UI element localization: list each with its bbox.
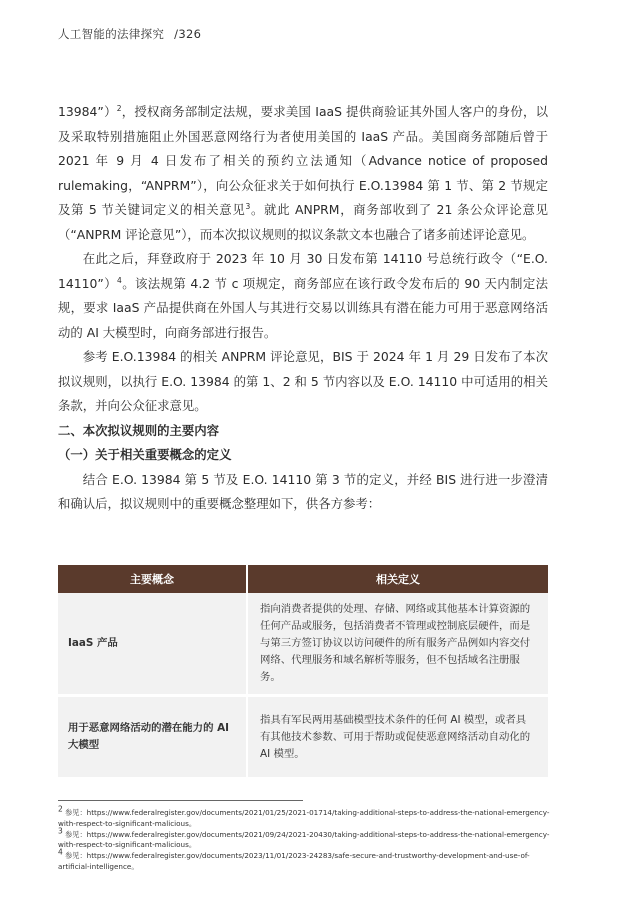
footnote-ref-3[interactable]: 3 [245, 201, 251, 211]
definition-cell: 指具有军民两用基础模型技术条件的任何 AI 模型，或者具有其他技术参数、可用于帮助或促使恶意网络活动自动化的 AI 模型。 [247, 696, 548, 778]
table-row [58, 696, 548, 778]
paragraph-3: 参考 E.O.13984 的相关 ANPRM 评论意见，BIS 于 2024 年 1 月 29 日发布了本次拟议规则，以执行 E.O. 13984 的第 1、2 和 5 节内容以及 E.O. 14110 中可适用的相关条款，并向公众征求意见。 [58, 349, 548, 413]
page-number: /326 [174, 27, 202, 41]
main-body [58, 100, 548, 517]
footnote-ref-2[interactable]: 2 [116, 103, 122, 113]
concept-cell: IaaS 产品 [58, 593, 247, 696]
column-header-concept: 主要概念 [58, 565, 247, 593]
footnote-divider [58, 800, 303, 801]
footnotes [58, 804, 558, 873]
running-header [58, 26, 201, 42]
footnote-2: $^2$ 参见：https://www.federalregister.gov/documents/2021/01/25/2021-01714/taking-additional-steps-to-address-the-national-emergency-with-respect-to-significant-malicious。 [58, 804, 550, 828]
concept-cell: 用于恶意网络活动的潜在能力的 AI 大模型 [58, 696, 247, 778]
footnote-ref-4[interactable]: 4 [117, 275, 122, 285]
section-heading: 二、本次拟议规则的主要内容 [58, 422, 220, 438]
column-header-definition: 相关定义 [247, 565, 548, 593]
footnote-3: $^3$ 参见：https://www.federalregister.gov/documents/2021/09/24/2021-20430/taking-additional-steps-to-address-the-national-emergency-with-respect-to-significant-malicious。 [58, 826, 550, 850]
definitions-table [58, 565, 548, 777]
book-title: 人工智能的法律探究 [58, 27, 165, 41]
table-header-row [58, 565, 548, 593]
paragraph-4: 结合 E.O. 13984 第 5 节及 E.O. 14110 第 3 节的定义，并经 BIS 进行进一步澄清和确认后，拟议规则中的重要概念整理如下，供各方参考： [58, 471, 548, 511]
paragraph-1: 13984”）$^2$，授权商务部制定法规，要求美国 IaaS 提供商验证其外国人客户的身份，以及采取特别措施阻止外国恶意网络行为者使用美国的 IaaS 产品。美国商务部随后曾于 2021 年 9 月 4 日发布了相关的预约立法通知（Advance notice of proposed rulemaking，“ANPRM”），向公众征求关于如何执行 E.O.13984 第 1 节、第 2 节规定及第 5 节关键词定义的相关意见$^3$。就此 ANPRM，商务部收到了 21 条公众评论意见（“ANPRM 评论意见”），而本次拟议规则的拟议条款文本也融合了诸多前述评论意见。 [58, 103, 548, 242]
definition-cell: 指向消费者提供的处理、存储、网络或其他基本计算资源的任何产品或服务，包括消费者不管理或控制底层硬件，而是与第三方签订协议以访问硬件的所有服务产品例如内容交付网络、代理服务和域名解析等服务，但不包括域名注册服务。 [247, 593, 548, 696]
footnote-4: $^4$ 参见：https://www.federalregister.gov/documents/2023/11/01/2023-24283/safe-secure-and-trustworthy-development-and-use-of-artificial-intelligence。 [58, 847, 530, 871]
table-row [58, 593, 548, 696]
paragraph-2: 在此之后，拜登政府于 2023 年 10 月 30 日发布第 14110 号总统行政令（“E.O. 14110”）$^4$。该法规第 4.2 节 c 项规定，商务部应在该行政令发布后的 90 天内制定法规，要求 IaaS 产品提供商在外国人与其进行交易以训练具有潜在能力可用于恶意网络活动的 AI 大模型时，向商务部进行报告。 [58, 251, 548, 340]
subsection-heading: （一）关于相关重要概念的定义 [58, 447, 232, 462]
